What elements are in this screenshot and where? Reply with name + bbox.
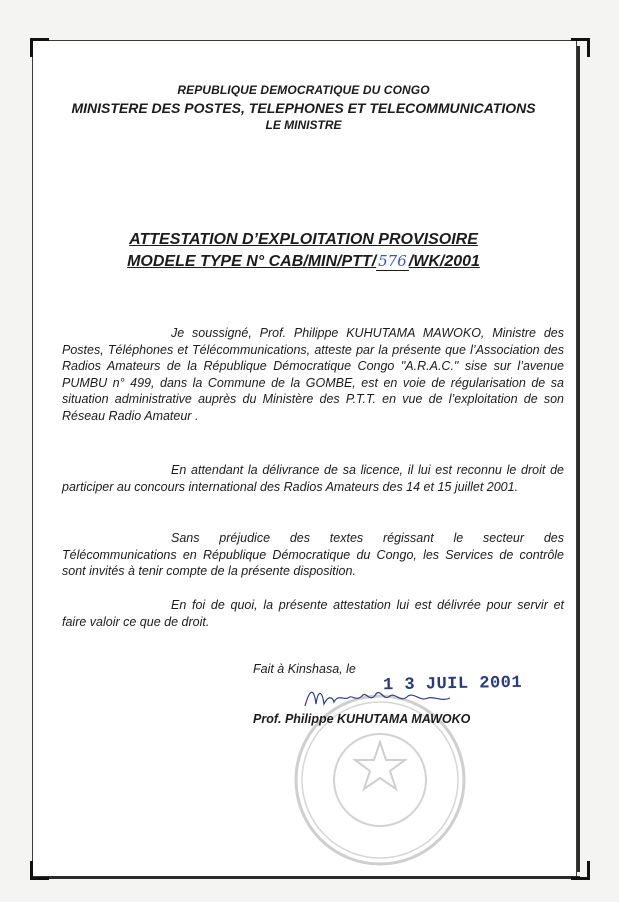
date-stamp: 1 3 JUIL 2001 [382,673,523,696]
document-reference [32,252,575,271]
corner-mark-top-right [571,38,590,57]
header-office: LE MINISTRE [265,118,342,132]
document-title-text: ATTESTATION D’EXPLOITATION PROVISOIRE [129,231,478,248]
reference-prefix: MODELE TYPE N° CAB/MIN/PTT/ [127,253,377,270]
paragraph-control-services: Sans préjudice des textes régissant le secteur des Télécommunications en République Démocratique du Congo, les Services de contrôle sont invités à tenir compte de la présente disposition. [62,531,564,578]
place-of-signature: Fait à Kinshasa, le [253,662,356,676]
seal-star-icon [355,742,405,789]
paragraph-license: En attendant la délivrance de sa licence, il lui est reconnu le droit de participer au concours international des Radios Amateurs des 14 et 15 juillet 2001. [62,463,564,494]
handwritten-signature [300,684,470,714]
paragraph-closing-formula: En foi de quoi, la présente attestation lui est délivrée pour servir et faire valoir ce que de droit. [62,598,564,629]
paragraph-attestation: Je soussigné, Prof. Philippe KUHUTAMA MAWOKO, Ministre des Postes, Téléphones et Télécommunications, atteste par la présente que l’Association des Radios Amateurs de la République Démocratique Congo "A.R.A.C." sise sur l’avenue PUMBU n° 499, dans la Commune de la GOMBE, est en voie de régularisation de sa situation administrative auprès du Ministère des P.T.T. en vue de l’exploitation de son Réseau Radio Amateur . [62,326,564,423]
document-title [32,231,575,249]
corner-mark-bottom-left [30,861,49,880]
corner-mark-bottom-right [571,861,590,880]
page-edge-bottom [40,876,580,879]
corner-mark-top-left [30,38,49,57]
reference-suffix: /WK/2001 [408,253,480,270]
header-ministry: MINISTERE DES POSTES, TELEPHONES ET TELECOMMUNICATIONS [71,100,536,116]
signatory-name: Prof. Philippe KUHUTAMA MAWOKO [253,712,471,726]
page-edge-right [577,46,580,872]
reference-number-handwritten: 576 [378,252,407,270]
header-country: REPUBLIQUE DEMOCRATIQUE DU CONGO [177,83,430,97]
